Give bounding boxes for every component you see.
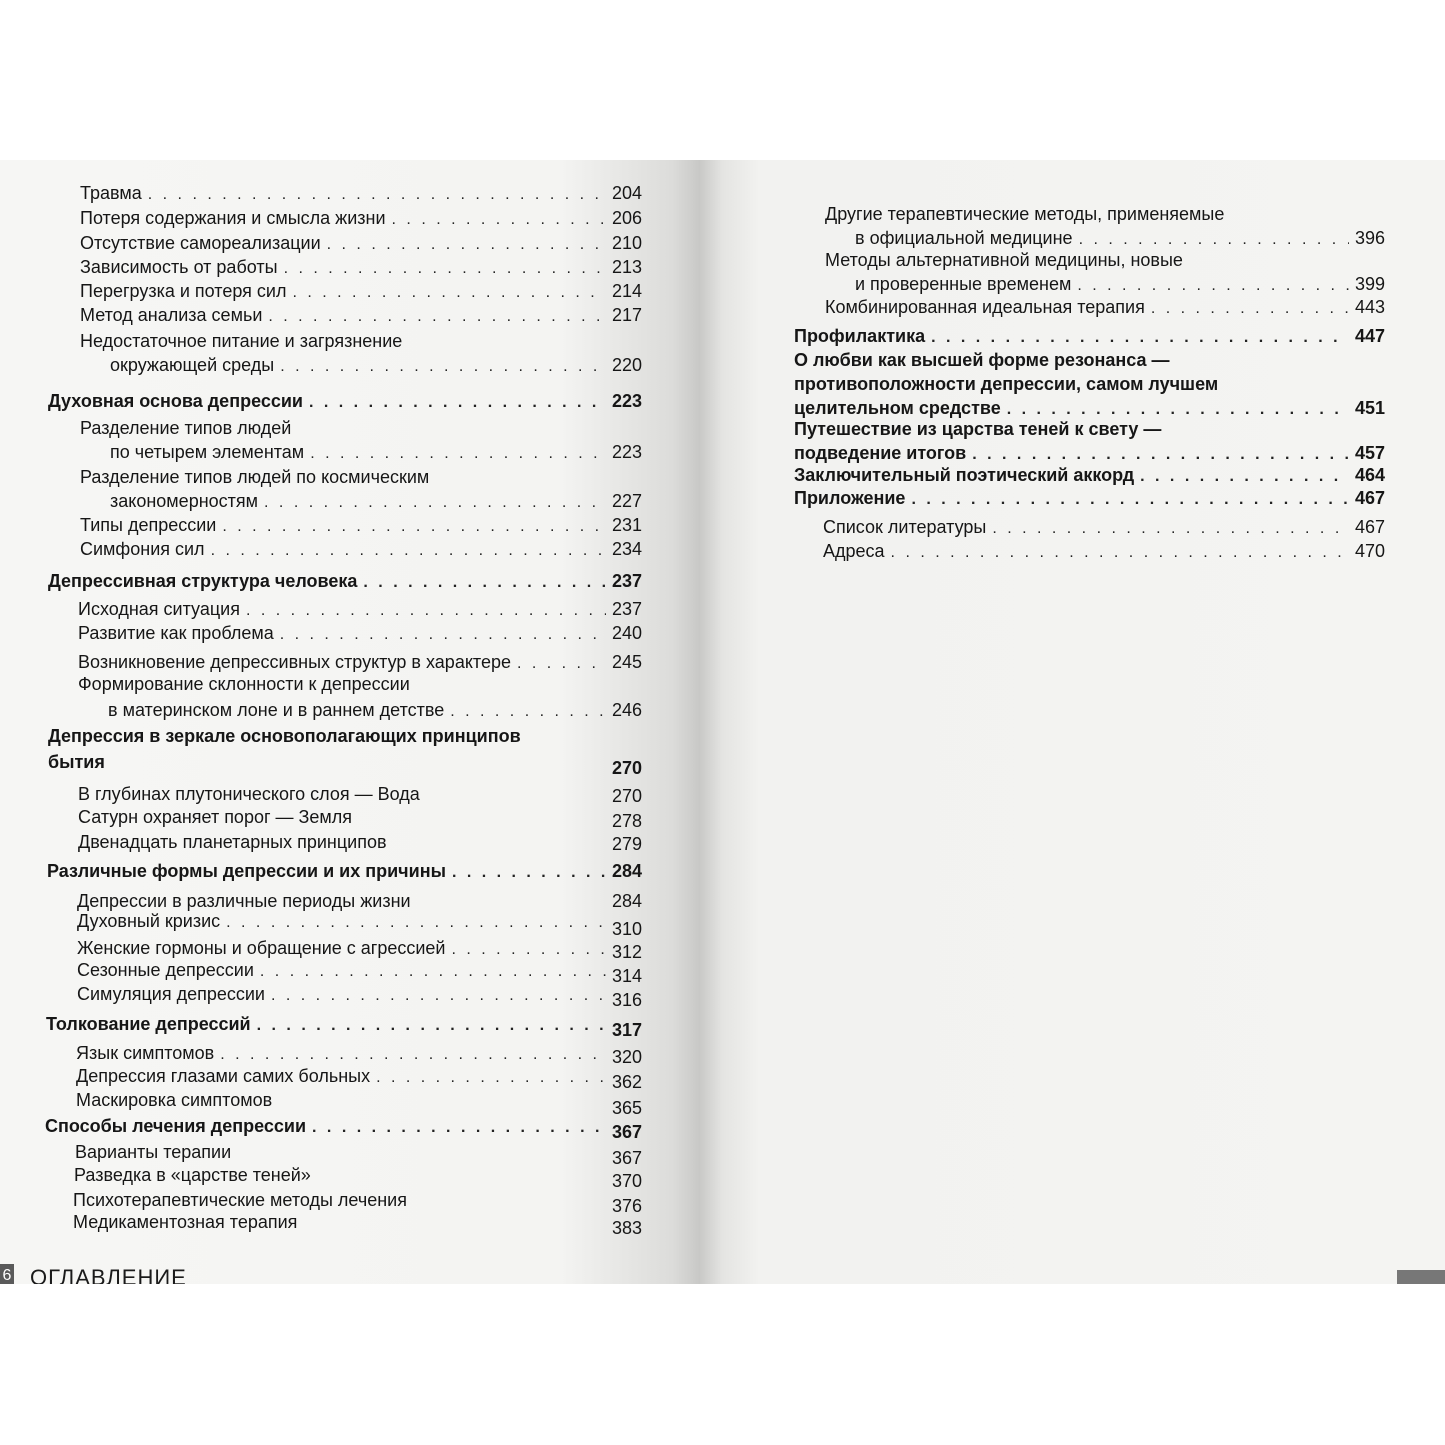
toc-entry-page: 451: [1354, 398, 1385, 418]
toc-entry: [78, 783, 642, 807]
toc-entry-page: 210: [611, 233, 642, 253]
toc-entry: [80, 207, 642, 231]
toc-left: [0, 160, 700, 1284]
toc-entry-page: 204: [611, 183, 642, 203]
toc-section: [794, 325, 1385, 349]
toc-entry-page: 270: [611, 786, 642, 806]
toc-entry-page: 457: [1354, 443, 1385, 463]
toc-entry: [78, 673, 642, 723]
dot-leader: [211, 540, 606, 562]
dot-leader: [220, 1044, 606, 1066]
toc-entry-page: 362: [611, 1072, 642, 1092]
right-page: [700, 160, 1445, 1284]
toc-entry-page: 316: [611, 990, 642, 1010]
toc-entry-title: Медикаментозная терапия: [73, 1212, 298, 1232]
dot-leader: [1077, 275, 1349, 297]
toc-entry-page: 447: [1354, 326, 1385, 346]
toc-entry-title: Маскировка симптомов: [76, 1090, 273, 1110]
toc-entry-page: 320: [611, 1047, 642, 1067]
toc-entry-title: Депрессия глазами самих больных: [76, 1066, 371, 1086]
dot-leader: [972, 444, 1349, 466]
toc-entry-page: 396: [1354, 228, 1385, 248]
toc-entry: [74, 1164, 642, 1191]
toc-section: [794, 418, 1385, 466]
book-spread: [0, 160, 1445, 1284]
dot-leader: [1140, 466, 1349, 488]
toc-entry-page: 227: [611, 491, 642, 511]
toc-entry-page: 399: [1354, 274, 1385, 294]
toc-section-title: Депрессивная структура человека: [48, 571, 358, 591]
toc-entry: [80, 417, 642, 465]
toc-entry-page: 284: [611, 891, 642, 911]
toc-entry-title: Язык симптомов: [76, 1043, 215, 1063]
toc-entry-page: 365: [611, 1098, 642, 1118]
dot-leader: [327, 234, 606, 256]
toc-entry-title: и проверенные временем: [855, 274, 1072, 294]
toc-entry: [78, 598, 642, 622]
dot-leader: [280, 356, 606, 378]
toc-entry-title-line: Разделение типов людей: [80, 418, 292, 438]
toc-entry: [825, 203, 1385, 251]
toc-section: [48, 570, 642, 594]
toc-section: [794, 464, 1385, 488]
dot-leader: [452, 939, 606, 961]
toc-entry-title: Двенадцать планетарных принципов: [78, 832, 387, 852]
toc-section: [794, 349, 1385, 421]
dot-leader: [931, 327, 1349, 349]
dot-leader: [222, 516, 606, 538]
toc-entry-page: 367: [611, 1148, 642, 1168]
toc-entry-page: 217: [611, 305, 642, 325]
left-page: [0, 160, 700, 1284]
toc-entry-page: 467: [1354, 488, 1385, 508]
dot-leader: [312, 1117, 606, 1139]
page-number: 6: [0, 1264, 14, 1284]
toc-entry-title: Список литературы: [823, 517, 987, 537]
toc-entry-page: 270: [611, 758, 642, 778]
toc-section-title: Духовная основа депрессии: [48, 391, 303, 411]
toc-entry-title: Сатурн охраняет порог — Земля: [78, 807, 353, 827]
toc-entry: [78, 651, 642, 675]
toc-entry-title: Отсутствие самореализации: [80, 233, 321, 253]
toc-entry-page: 279: [611, 834, 642, 854]
toc-entry-title: Адреса: [823, 541, 885, 561]
toc-entry-title: В глубинах плутонического слоя — Вода: [78, 784, 420, 804]
toc-section-title: целительном средстве: [794, 398, 1001, 418]
toc-entry: [76, 1042, 642, 1066]
toc-entry-page: 231: [611, 515, 642, 535]
page-number-tab: [1397, 1270, 1445, 1284]
toc-entry-page: 246: [611, 700, 642, 720]
toc-entry-title: Возникновение депрессивных структур в характере: [78, 652, 511, 672]
dot-leader: [376, 1067, 606, 1089]
toc-entry: [823, 516, 1385, 540]
toc-section: [794, 487, 1385, 511]
toc-entry-page: 223: [611, 442, 642, 462]
dot-leader: [452, 862, 606, 884]
toc-entry-page: 237: [611, 599, 642, 619]
toc-entry-title-line: Разделение типов людей по космическим: [80, 467, 430, 487]
toc-entry-title: Симуляция депрессии: [77, 984, 265, 1004]
toc-entry-title: Перегрузка и потеря сил: [80, 281, 287, 301]
toc-entry-page: 284: [611, 861, 642, 881]
toc-section: [45, 1115, 642, 1142]
toc-section-title: подведение итогов: [794, 443, 967, 463]
dot-leader: [517, 653, 606, 675]
toc-section: [47, 860, 642, 884]
toc-entry-page: 234: [611, 539, 642, 559]
toc-entry-title: по четырем элементам: [110, 442, 305, 462]
dot-leader: [260, 961, 606, 983]
toc-entry-title: окружающей среды: [110, 355, 275, 375]
toc-entry-title: Депрессии в различные периоды жизни: [77, 891, 411, 911]
dot-leader: [268, 306, 606, 328]
dot-leader: [911, 489, 1349, 511]
toc-entry: [77, 959, 642, 986]
toc-entry: [75, 1141, 642, 1168]
toc-entry: [825, 249, 1385, 297]
toc-entry: [80, 280, 642, 304]
dot-leader: [1151, 298, 1349, 320]
toc-section: [48, 390, 642, 414]
toc-entry-title-line: Методы альтернативной медицины, новые: [825, 250, 1183, 270]
toc-entry-title: Разведка в «царстве теней»: [74, 1165, 311, 1185]
dot-leader: [280, 624, 606, 646]
toc-entry-page: 214: [611, 281, 642, 301]
toc-entry: [823, 540, 1385, 564]
toc-entry-page: 317: [611, 1020, 642, 1040]
toc-section-title: Приложение: [794, 488, 906, 508]
toc-section-title: Заключительный поэтический аккорд: [794, 465, 1135, 485]
toc-entry: [80, 256, 642, 280]
dot-leader: [284, 258, 606, 280]
toc-entry-title: Женские гормоны и обращение с агрессией: [77, 938, 446, 958]
toc-entry-title: Сезонные депрессии: [77, 960, 254, 980]
dot-leader: [891, 542, 1349, 564]
toc-entry-title: Симфония сил: [80, 539, 205, 559]
toc-entry-title: Варианты терапии: [75, 1142, 232, 1162]
toc-entry-title: Психотерапевтические методы лечения: [73, 1190, 407, 1210]
dot-leader: [292, 282, 605, 304]
toc-section-title: Профилактика: [794, 326, 926, 346]
toc-section-title-line: Депрессия в зеркале основополагающих принципов: [48, 726, 521, 746]
toc-entry-title: Метод анализа семьи: [80, 305, 263, 325]
dot-leader: [264, 492, 606, 514]
toc-section-title-line: О любви как высшей форме резонанса —: [794, 350, 1170, 370]
toc-entry-page: 223: [611, 391, 642, 411]
toc-entry-page: 240: [611, 623, 642, 643]
running-head: ОГЛАВЛЕНИЕ: [30, 1265, 187, 1284]
toc-entry-title: Типы депрессии: [80, 515, 217, 535]
dot-leader: [148, 184, 606, 206]
toc-entry-page: 470: [1354, 541, 1385, 561]
dot-leader: [392, 209, 606, 231]
dot-leader: [271, 985, 606, 1007]
toc-entry-page: 376: [611, 1196, 642, 1216]
toc-entry-title: в официальной медицине: [855, 228, 1073, 248]
toc-entry: [78, 831, 642, 855]
toc-entry: [80, 182, 642, 206]
toc-entry: [77, 910, 642, 939]
toc-entry: [80, 466, 642, 514]
dot-leader: [309, 392, 606, 414]
toc-entry-title: в материнском лоне и в раннем детстве: [108, 700, 445, 720]
toc-section: [46, 1013, 642, 1040]
toc-entry-page: 467: [1354, 517, 1385, 537]
toc-entry-title: Исходная ситуация: [78, 599, 240, 619]
toc-entry-page: 245: [611, 652, 642, 672]
toc-entry-page: 367: [611, 1122, 642, 1142]
toc-entry-page: 314: [611, 966, 642, 986]
toc-section-title: бытия: [48, 752, 105, 772]
toc-entry: [80, 514, 642, 538]
toc-entry-title-line: Формирование склонности к депрессии: [78, 674, 410, 694]
toc-entry-title: Комбинированная идеальная терапия: [825, 297, 1145, 317]
toc-entry-title-line: Недостаточное питание и загрязнение: [80, 331, 403, 351]
toc-entry-page: 312: [611, 942, 642, 962]
toc-section-title-line: Путешествие из царства теней к свету —: [794, 419, 1162, 439]
dot-leader: [450, 701, 606, 723]
toc-entry-title: Травма: [80, 183, 142, 203]
toc-entry: [80, 330, 642, 378]
toc-entry-page: 278: [611, 811, 642, 831]
toc-entry: [77, 983, 642, 1010]
toc-section-title: Толкование депрессий: [46, 1014, 251, 1034]
dot-leader: [1079, 229, 1349, 251]
toc-entry-page: 310: [611, 919, 642, 939]
dot-leader: [246, 600, 606, 622]
toc-entry: [825, 296, 1385, 320]
toc-entry-page: 213: [611, 257, 642, 277]
toc-entry-title-line: Другие терапевтические методы, применяемые: [825, 204, 1225, 224]
toc-entry-title: закономерностям: [110, 491, 259, 511]
toc-entry-page: 206: [611, 208, 642, 228]
toc-entry-page: 237: [611, 571, 642, 591]
toc-entry: [80, 304, 642, 328]
dot-leader: [310, 443, 606, 465]
toc-entry-title: Зависимость от работы: [80, 257, 278, 277]
toc-entry: [73, 1189, 642, 1216]
toc-entry: [76, 1065, 642, 1092]
toc-entry-page: 383: [611, 1218, 642, 1238]
toc-entry: [80, 538, 642, 562]
toc-entry-page: 443: [1354, 297, 1385, 317]
toc-entry-title: Духовный кризис: [77, 911, 221, 931]
toc-section-title-line: противоположности депрессии, самом лучшем: [794, 374, 1219, 394]
toc-section: [48, 725, 642, 778]
toc-entry: [73, 1211, 642, 1238]
toc-entry: [77, 937, 642, 961]
toc-entry: [78, 622, 642, 646]
dot-leader: [257, 1015, 606, 1037]
dot-leader: [226, 912, 606, 934]
toc-entry-title: Потеря содержания и смысла жизни: [80, 208, 386, 228]
toc-entry: [78, 806, 642, 830]
dot-leader: [363, 572, 606, 594]
toc-section-title: Способы лечения депрессии: [45, 1116, 307, 1136]
toc-section-title: Различные формы депрессии и их причины: [47, 861, 446, 881]
dot-leader: [992, 518, 1349, 540]
toc-entry-page: 464: [1354, 465, 1385, 485]
toc-entry: [80, 232, 642, 256]
toc-entry-title: Развитие как проблема: [78, 623, 274, 643]
toc-entry-page: 220: [611, 355, 642, 375]
toc-entry: [76, 1089, 642, 1118]
toc-entry-page: 370: [611, 1171, 642, 1191]
toc-right: [700, 160, 1445, 1284]
